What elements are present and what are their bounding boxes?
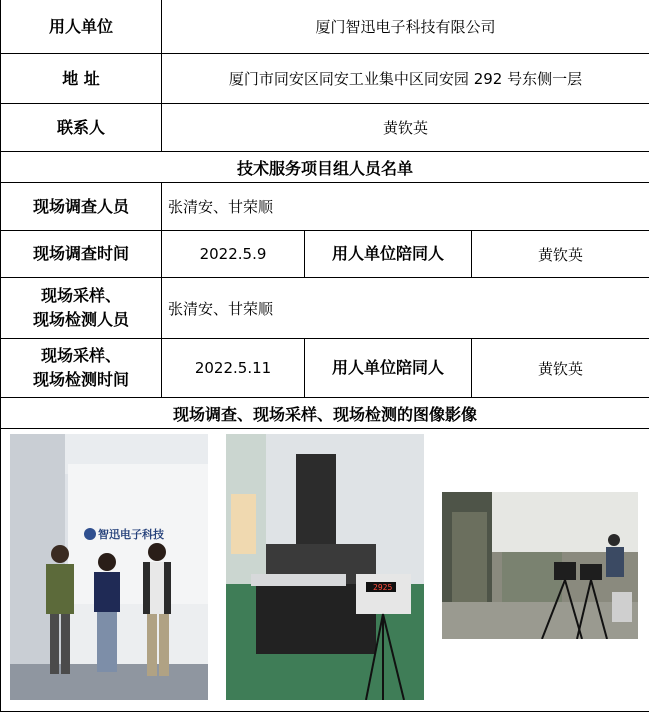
sampling-companion-label: 用人单位陪同人 xyxy=(305,339,472,398)
reception-wall-text: 智迅电子科技 xyxy=(98,527,164,541)
sampling-staff-label-line1: 现场采样、 xyxy=(7,284,155,308)
sampling-staff-value: 张清安、甘荣顺 xyxy=(162,278,649,339)
sampling-staff-label-line2: 现场检测人员 xyxy=(7,308,155,332)
survey-time-value: 2022.5.9 xyxy=(162,231,305,278)
photo-workshop xyxy=(442,492,638,639)
sampling-companion-value: 黄钦英 xyxy=(472,339,649,398)
sampling-time-label xyxy=(1,339,162,398)
instrument-display-text: 2925 xyxy=(373,583,392,592)
address-value: 厦门市同安区同安工业集中区同安园 292 号东侧一层 xyxy=(162,54,649,104)
survey-time-label: 现场调查时间 xyxy=(1,231,162,278)
contact-value: 黄钦英 xyxy=(162,104,649,152)
address-label: 地 址 xyxy=(1,54,162,104)
sampling-staff-label xyxy=(1,278,162,339)
photo-row xyxy=(1,429,649,712)
photo-sampling-instrument xyxy=(226,434,424,700)
employer-value: 厦门智迅电子科技有限公司 xyxy=(162,0,649,54)
contact-label: 联系人 xyxy=(1,104,162,152)
survey-staff-label: 现场调查人员 xyxy=(1,183,162,231)
employer-label: 用人单位 xyxy=(1,0,162,54)
photo-reception xyxy=(10,434,208,700)
team-section-title: 技术服务项目组人员名单 xyxy=(1,152,649,183)
sampling-time-label-line1: 现场采样、 xyxy=(7,344,155,368)
sampling-time-value: 2022.5.11 xyxy=(162,339,305,398)
images-section-title: 现场调查、现场采样、现场检测的图像影像 xyxy=(1,398,649,429)
survey-companion-label: 用人单位陪同人 xyxy=(305,231,472,278)
survey-staff-value: 张清安、甘荣顺 xyxy=(162,183,649,231)
survey-companion-value: 黄钦英 xyxy=(472,231,649,278)
sampling-time-label-line2: 现场检测时间 xyxy=(7,368,155,392)
